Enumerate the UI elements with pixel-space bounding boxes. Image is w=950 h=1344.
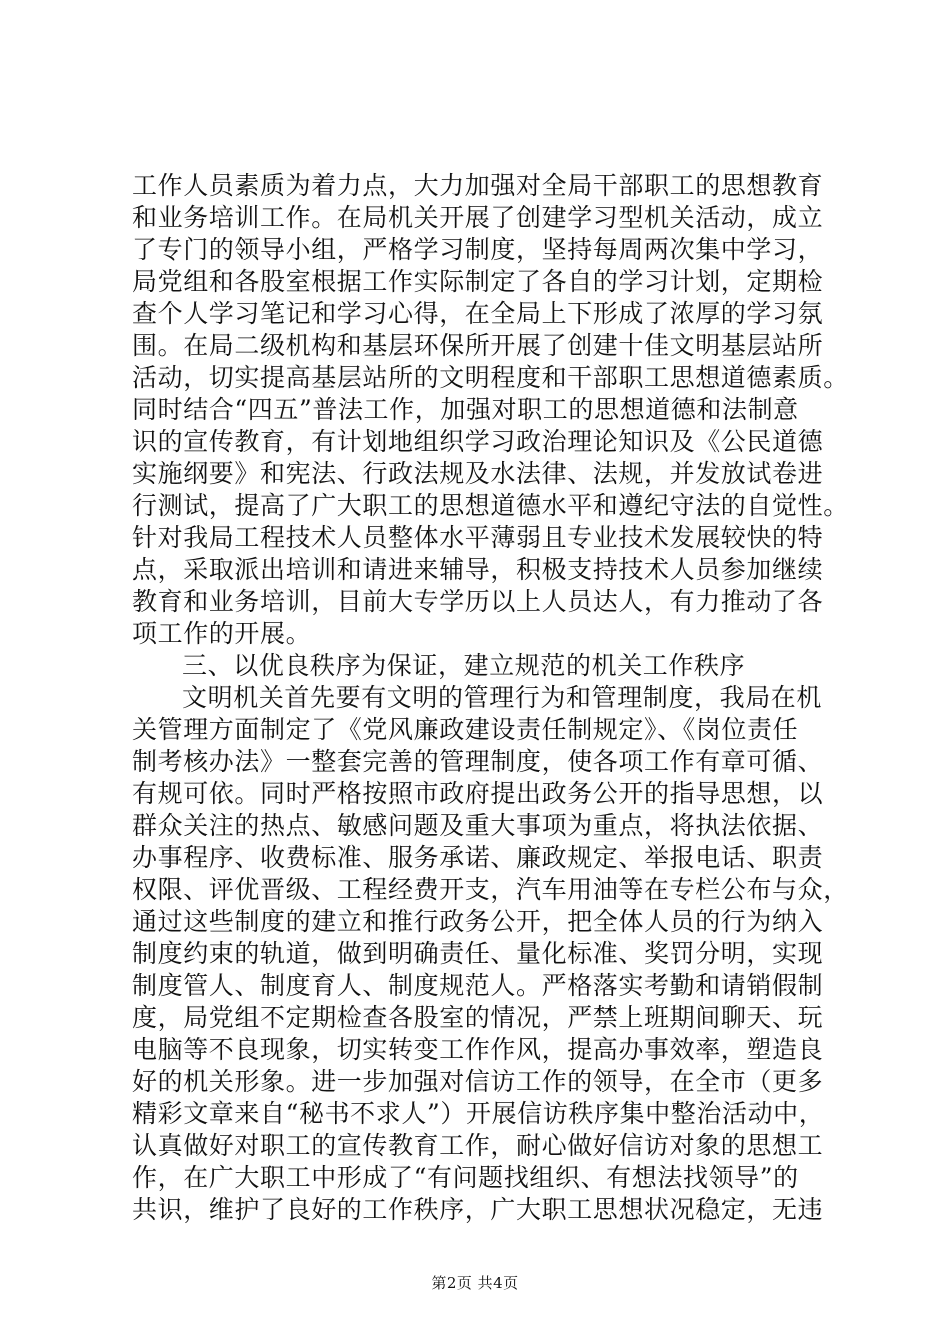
text-line: 共识，维护了良好的工作秩序，广大职工思想状况稳定，无违: [132, 1195, 824, 1224]
text-line: 和业务培训工作。在局机关开展了创建学习型机关活动，成立: [132, 203, 824, 232]
text-line: 制度管人、制度育人、制度规范人。严格落实考勤和请销假制: [132, 971, 824, 1000]
text-line: 活动，切实提高基层站所的文明程度和干部职工思想道德素质。: [132, 363, 849, 392]
text-line: 局党组和各股室根据工作实际制定了各自的学习计划，定期检: [132, 267, 824, 296]
text-line: 工作人员素质为着力点，大力加强对全局干部职工的思想教育: [132, 171, 824, 200]
text-line: 办事程序、收费标准、服务承诺、廉政规定、举报电话、职责: [132, 843, 824, 872]
text-line: 通过这些制度的建立和推行政务公开，把全体人员的行为纳入: [132, 907, 824, 936]
text-line: 识的宣传教育，有计划地组织学习政治理论知识及《公民道德: [132, 427, 824, 456]
paragraph-start: 文明机关首先要有文明的管理行为和管理制度，我局在机: [182, 683, 823, 712]
text-line: 作，在广大职工中形成了“有问题找组织、有想法找领导”的: [132, 1163, 799, 1192]
text-line: 权限、评优晋级、工程经费开支，汽车用油等在专栏公布与众，: [132, 875, 849, 904]
text-line: 制度约束的轨道，做到明确责任、量化标准、奖罚分明，实现: [132, 939, 824, 968]
text-line: 制考核办法》一整套完善的管理制度，使各项工作有章可循、: [132, 747, 824, 776]
section-heading: 三、以优良秩序为保证，建立规范的机关工作秩序: [182, 651, 746, 680]
text-line: 度，局党组不定期检查各股室的情况，严禁上班期间聊天、玩: [132, 1003, 824, 1032]
text-line: 教育和业务培训，目前大专学历以上人员达人，有力推动了各: [132, 587, 824, 616]
text-line: 项工作的开展。: [132, 619, 312, 648]
text-line: 行测试，提高了广大职工的思想道德水平和遵纪守法的自觉性。: [132, 491, 849, 520]
text-line: 认真做好对职工的宣传教育工作，耐心做好信访对象的思想工: [132, 1131, 824, 1160]
text-line: 群众关注的热点、敏感问题及重大事项为重点，将执法依据、: [132, 811, 824, 840]
text-line: 同时结合“四五”普法工作，加强对职工的思想道德和法制意: [132, 395, 799, 424]
text-line: 好的机关形象。进一步加强对信访工作的领导，在全市（更多: [132, 1067, 824, 1096]
body-text: [132, 170, 849, 1226]
text-line: 查个人学习笔记和学习心得，在全局上下形成了浓厚的学习氛: [132, 299, 824, 328]
text-line: 针对我局工程技术人员整体水平薄弱且专业技术发展较快的特: [132, 523, 824, 552]
text-line: 电脑等不良现象，切实转变工作作风，提高办事效率，塑造良: [132, 1035, 824, 1064]
text-line: 了专门的领导小组，严格学习制度，坚持每周两次集中学习，: [132, 235, 824, 264]
text-line: 围。在局二级机构和基层环保所开展了创建十佳文明基层站所: [132, 331, 824, 360]
page-number-footer: 第2页 共4页: [431, 1274, 519, 1292]
text-line: 精彩文章来自“秘书不求人”）开展信访秩序集中整治活动中，: [132, 1099, 825, 1128]
text-line: 实施纲要》和宪法、行政法规及水法律、法规，并发放试卷进: [132, 459, 824, 488]
text-line: 有规可依。同时严格按照市政府提出政务公开的指导思想，以: [132, 779, 824, 808]
text-line: 点，采取派出培训和请进来辅导，积极支持技术人员参加继续: [132, 555, 824, 584]
text-line: 关管理方面制定了《党风廉政建设责任制规定》、《岗位责任: [132, 715, 799, 744]
